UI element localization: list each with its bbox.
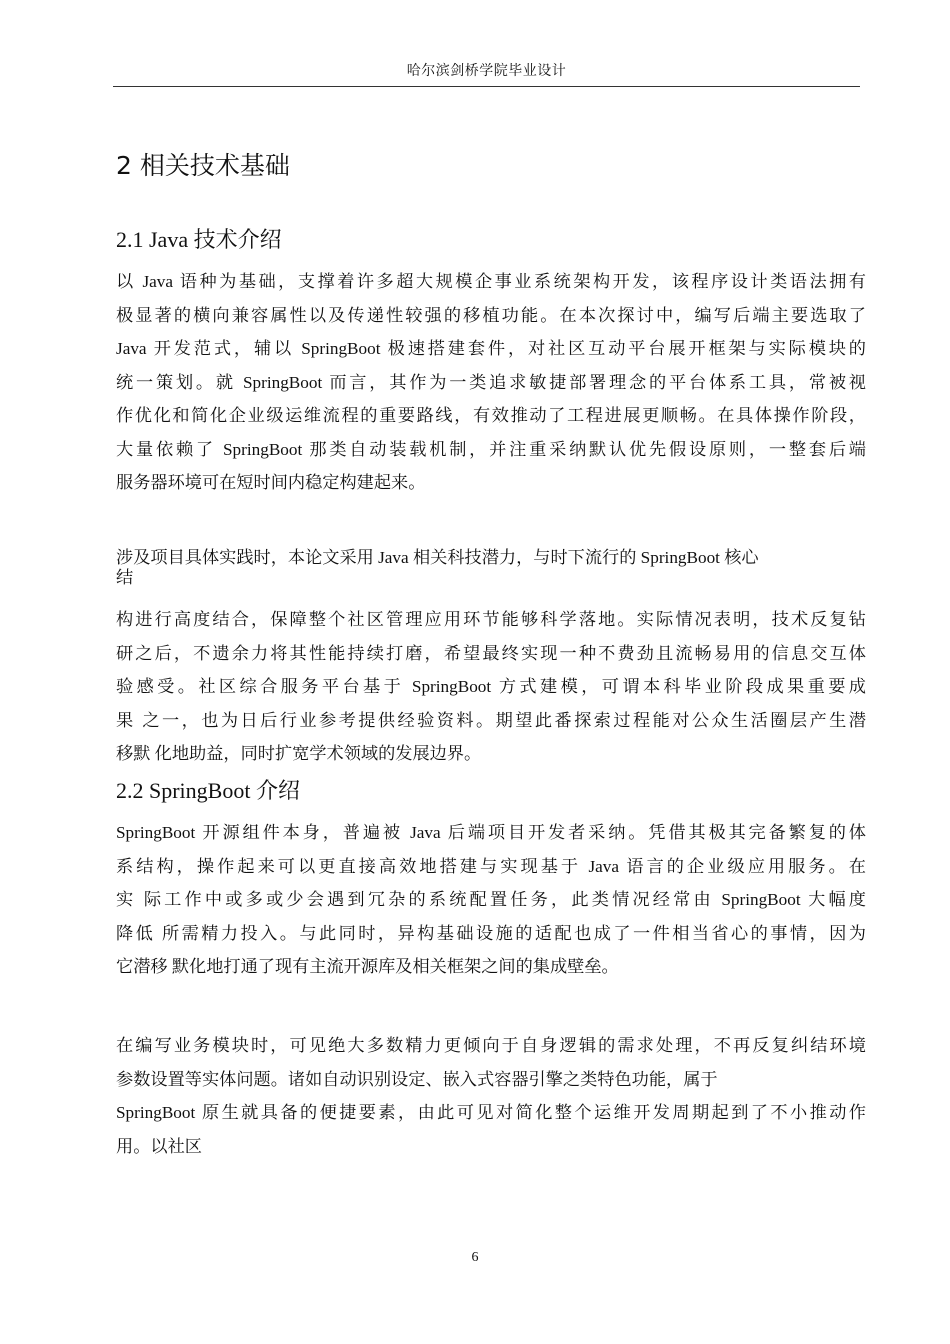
text-line: 果 之一，也为日后行业参考提供经验资料。期望此番探索过程能对公众生活圈层产生潜 <box>116 710 866 730</box>
text-line: 参数设置等实体问题。诸如自动识别设定、嵌入式容器引擎之类特色功能，属于 <box>116 1069 718 1089</box>
page-number: 6 <box>471 1250 479 1265</box>
chapter-title: 2 相关技术基础 <box>116 151 290 180</box>
section-title-springboot: 2.2 SpringBoot 介绍 <box>116 778 300 803</box>
text-line: 涉及项目具体实践时，本论文采用 Java 相关科技潜力，与时下流行的 SpringBoot 核心 <box>116 548 759 567</box>
text-line: 大量依赖了 SpringBoot 那类自动装载机制，并注重采纳默认优先假设原则，一整套后端 <box>116 439 866 459</box>
text-line: 以 Java 语种为基础，支撑着许多超大规模企事业系统架构开发，该程序设计类语法拥有 <box>116 272 866 291</box>
running-header: 哈尔滨剑桥学院毕业设计 <box>406 64 567 79</box>
text-line: SpringBoot 开源组件本身，普遍被 Java 后端项目开发者采纳。凭借其极其完备繁复的体 <box>116 823 866 842</box>
section-title-java: 2.1 Java 技术介绍 <box>116 227 282 252</box>
text-line: 它潜移 默化地打通了现有主流开源库及相关框架之间的集成壁垒。 <box>116 957 619 976</box>
text-line: 构进行高度结合，保障整个社区管理应用环节能够科学落地。实际情况表明，技术反复钻 <box>116 610 866 629</box>
text-line: 结 <box>116 568 134 587</box>
text-line: 服务器环境可在短时间内稳定构建起来。 <box>116 473 426 492</box>
text-line: 统一策划。就 SpringBoot 而言，其作为一类追求敏捷部署理念的平台体系工具，常被视 <box>116 372 866 392</box>
paragraph-java-practice-start <box>116 548 866 588</box>
paragraph-java-intro <box>116 265 866 500</box>
text-line: Java 开发范式，辅以 SpringBoot 极速搭建套件，对社区互动平台展开框架与实际模块的 <box>116 339 866 358</box>
text-line: 用。以社区 <box>116 1136 202 1156</box>
text-line: 极显著的横向兼容属性以及传递性较强的移植功能。在本次探讨中，编写后端主要选取了 <box>116 305 866 325</box>
text-line: 研之后，不遗余力将其性能持续打磨，希望最终实现一种不费劲且流畅易用的信息交互体 <box>116 643 866 663</box>
paragraph-java-practice <box>116 603 866 771</box>
text-line: SpringBoot 原生就具备的便捷要素，由此可见对简化整个运维开发周期起到了不小推动作 <box>116 1103 866 1122</box>
paragraph-springboot-intro <box>116 816 866 984</box>
text-line: 降低 所需精力投入。与此同时，异构基础设施的适配也成了一件相当省心的事情，因为 <box>116 923 866 943</box>
text-line: 系结构，操作起来可以更直接高效地搭建与实现基于 Java 语言的企业级应用服务。在 <box>116 856 866 876</box>
text-line: 验感受。社区综合服务平台基于 SpringBoot 方式建模，可谓本科毕业阶段成果重要成 <box>116 677 866 696</box>
text-line: 在编写业务模块时，可见绝大多数精力更倾向于自身逻辑的需求处理，不再反复纠结环境 <box>116 1036 866 1055</box>
header-rule <box>113 86 860 87</box>
text-line: 作优化和简化企业级运维流程的重要路线，有效推动了工程进展更顺畅。在具体操作阶段， <box>116 406 866 425</box>
paragraph-springboot-business <box>116 1029 866 1163</box>
text-line: 移默 化地助益，同时扩宽学术领域的发展边界。 <box>116 744 482 763</box>
text-line: 实 际工作中或多或少会遇到冗杂的系统配置任务，此类情况经常由 SpringBoot 大幅度 <box>116 890 866 909</box>
